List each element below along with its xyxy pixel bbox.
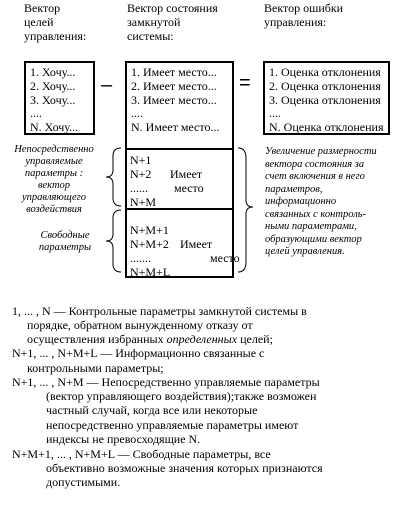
direct-param-text: Имеет: [170, 167, 203, 181]
direct-param-item: N+1: [130, 153, 152, 167]
free-param-item: N+M+2: [130, 237, 169, 251]
state-item: 1. Имеет место...: [131, 65, 217, 79]
direct-param-item: ......: [130, 181, 148, 195]
left-brace-direct: [106, 148, 121, 206]
legend-line: N+1, ... , N+M+L — Информационно связанные с: [12, 346, 265, 360]
legend-text: осуществления избранных: [27, 332, 164, 346]
left-brace-free: [106, 210, 121, 272]
legend-line: контрольными параметры;: [27, 361, 164, 375]
free-param-item: .......: [130, 251, 151, 265]
legend-line: допустимыми.: [46, 475, 121, 489]
error-item: N. Оценка отклонения: [269, 120, 384, 134]
error-item: 2. Оценка отклонения: [269, 79, 381, 93]
error-item: 1. Оценка отклонения: [269, 65, 381, 79]
note-direct-params: Непосредственно управляемые параметры : вектор управляющего воздействия: [14, 144, 94, 215]
legend-text: целей;: [240, 332, 273, 346]
header-state-vector: Вектор состояния замкнутой системы:: [127, 1, 218, 43]
note-free-params: Свободные параметры: [38, 230, 92, 253]
right-brace-increase: [238, 148, 253, 272]
free-param-item: N+M+1: [130, 223, 169, 237]
free-param-item: N+M+L: [130, 265, 171, 279]
error-item: ....: [269, 106, 281, 120]
legend-line: объективно возможные значения которых признаются: [46, 461, 323, 475]
direct-param-text: место: [174, 181, 204, 195]
header-error-vector: Вектор ошибки управления:: [264, 1, 344, 29]
legend-line: частный случай, когда все или некоторые: [46, 403, 258, 417]
legend-emphasis: определенных: [166, 332, 238, 346]
error-item: 3. Оценка отклонения: [269, 93, 381, 107]
free-param-text: Имеет: [180, 237, 213, 251]
goal-item: 2. Хочу...: [30, 79, 76, 93]
legend-line: N+M+1, ... , N+M+L — Свободные параметры, все: [12, 447, 271, 461]
goal-item: N. Хочу...: [30, 120, 79, 134]
legend-line: 1, ... , N — Контрольные параметры замкнутой системы в: [12, 304, 307, 318]
free-param-text: место: [210, 251, 240, 265]
state-item: ....: [131, 106, 143, 120]
legend-line: [27, 332, 273, 346]
legend-line: индексы не превосходящие N.: [46, 432, 201, 446]
legend-line: (вектор управляющего воздействия);также возможен: [46, 389, 317, 403]
legend-line: N+1, ... , N+M — Непосредственно управляемые параметры: [12, 375, 320, 389]
goal-item: ....: [30, 106, 42, 120]
note-dimension-increase: Увеличение размерности вектора состояния за счет включения в него параметров, информационно связанных с контроль- ными параметрами, образующими вектор целей управления.: [265, 146, 377, 257]
direct-param-item: N+M: [130, 195, 157, 209]
header-goal-vector: Вектор целей управления:: [24, 1, 87, 43]
minus-operator: –: [101, 74, 113, 96]
state-item: 3. Имеет место...: [131, 93, 217, 107]
state-item: N. Имеет место...: [131, 120, 220, 134]
equals-operator: =: [239, 72, 251, 94]
goal-item: 3. Хочу...: [30, 93, 76, 107]
legend-line: порядке, обратном вынужденному отказу от: [27, 318, 253, 332]
state-item: 2. Имеет место...: [131, 79, 217, 93]
legend-line: непосредственно управляемые параметры имеют: [46, 418, 299, 432]
goal-item: 1. Хочу...: [30, 65, 76, 79]
direct-param-item: N+2: [130, 167, 152, 181]
